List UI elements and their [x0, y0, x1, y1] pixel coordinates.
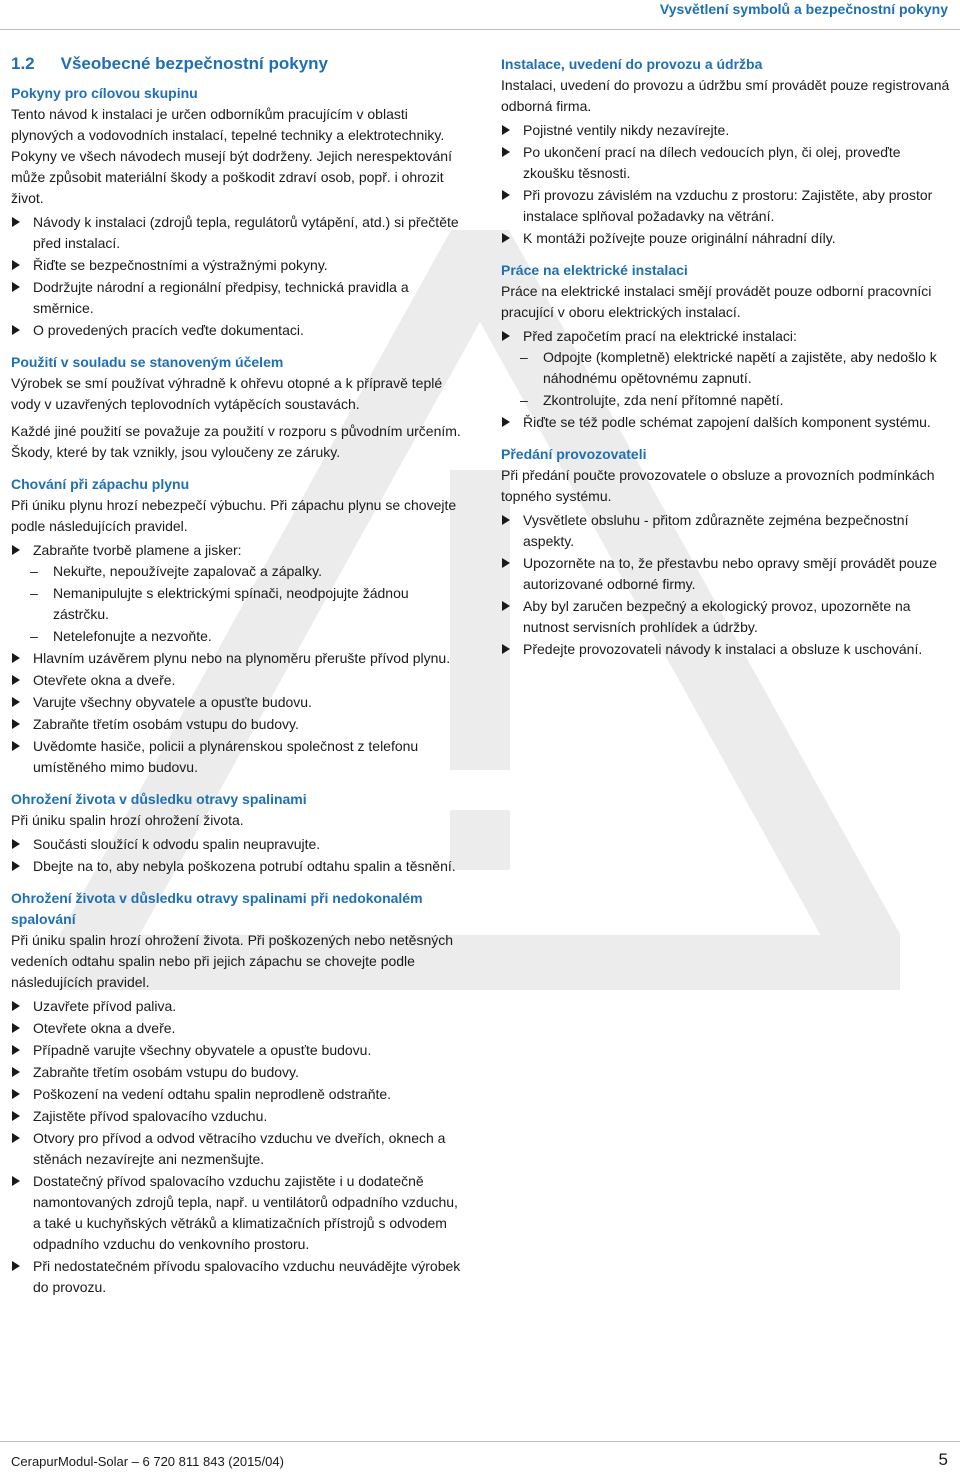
list-item: Hlavním uzávěrem plynu nebo na plynoměru přerušte přívod plynu.: [11, 648, 466, 669]
list-item: Vysvětlete obsluhu - přitom zdůrazněte zejména bezpečnostní aspekty.: [501, 510, 951, 552]
triangle-right-icon: [12, 1261, 20, 1271]
list-item: Zajistěte přívod spalovacího vzduchu.: [11, 1106, 466, 1127]
section-title: [11, 52, 466, 76]
list-item: Otevřete okna a dveře.: [11, 1018, 466, 1039]
list-item: Návody k instalaci (zdrojů tepla, regulátorů vytápění, atd.) si přečtěte před instalací.: [11, 212, 466, 254]
list-item: Při nedostatečném přívodu spalovacího vzduchu neuvádějte výrobek do provozu.: [11, 1256, 466, 1298]
triangle-right-icon: [12, 1111, 20, 1121]
block-heading: Pokyny pro cílovou skupinu: [11, 85, 198, 101]
list-item: Aby byl zaručen bezpečný a ekologický provoz, upozorněte na nutnost servisních prohlídek a údržby.: [501, 596, 951, 638]
list-item: Případně varujte všechny obyvatele a opusťte budovu.: [11, 1040, 466, 1061]
dash-list: [11, 561, 466, 647]
block-heading: Práce na elektrické instalaci: [501, 262, 688, 278]
list-item: Dbejte na to, aby nebyla poškozena potrubí odtahu spalin a těsnění.: [11, 856, 466, 877]
footer-divider: [0, 1441, 960, 1442]
running-header: Vysvětlení symbolů a bezpečnostní pokyny: [659, 1, 948, 17]
triangle-right-icon: [12, 741, 20, 751]
electrical-block: [501, 260, 951, 433]
triangle-right-icon: [12, 1045, 20, 1055]
triangle-right-icon: [502, 515, 510, 525]
list-item: Řiďte se bezpečnostními a výstražnými pokyny.: [11, 255, 466, 276]
bullet-list: [11, 540, 466, 778]
section-number: 1.2: [11, 54, 35, 73]
header-divider: [0, 29, 960, 30]
block-paragraph: Instalaci, uvedení do provozu a údržbu smí provádět pouze registrovaná odborná firma.: [501, 77, 950, 114]
triangle-right-icon: [12, 839, 20, 849]
gas-smell-block: [11, 474, 466, 778]
list-item: Řiďte se též podle schémat zapojení dalších komponent systému.: [501, 412, 951, 433]
target-group-block: [11, 83, 466, 341]
block-paragraph: Při úniku spalin hrozí ohrožení života. Při poškozených nebo netěsných vedeních odtahu spalin nebo při jejich zápachu se chovejte podle následujících pravidel.: [11, 932, 454, 990]
list-item: Dodržujte národní a regionální předpisy, technická pravidla a směrnice.: [11, 277, 466, 319]
list-item: Při provozu závislém na vzduchu z prostoru: Zajistěte, aby prostor instalace splňoval požadavky na větrání.: [501, 185, 951, 227]
triangle-right-icon: [12, 653, 20, 663]
list-item: Varujte všechny obyvatele a opusťte budovu.: [11, 692, 466, 713]
block-heading: Předání provozovateli: [501, 446, 647, 462]
block-paragraph: Každé jiné použití se považuje za použití v rozporu s původním určením. Škody, které by tak vznikly, jsou vyloučeny ze záruky.: [11, 423, 461, 460]
list-item: Uvědomte hasiče, policii a plynárenskou společnost z telefonu umístěného mimo budovu.: [11, 736, 466, 778]
triangle-right-icon: [502, 331, 510, 341]
dash-item: – Nekuřte, nepoužívejte zapalovač a zápalky.: [30, 563, 323, 579]
triangle-right-icon: [12, 697, 20, 707]
list-item: Otvory pro přívod a odvod větracího vzduchu ve dveřích, oknech a stěnách nezavírejte ani nezmenšujte.: [11, 1128, 466, 1170]
bullet-list: [11, 212, 466, 341]
triangle-right-icon: [502, 190, 510, 200]
list-item: Uzavřete přívod paliva.: [11, 996, 466, 1017]
block-heading: Instalace, uvedení do provozu a údržba: [501, 56, 763, 72]
bullet-list: [501, 326, 951, 433]
triangle-right-icon: [12, 282, 20, 292]
dash-item: – Netelefonujte a nezvoňte.: [30, 628, 212, 644]
page-number: 5: [938, 1450, 948, 1469]
list-item: Před započetím prací na elektrické instalaci: – Odpojte (kompletně) elektrické napětí a zajistěte, aby nedošlo k náhodnému opětovnému zapnutí. – Zkontrolujte, zda není přítomné napětí.: [501, 326, 951, 411]
triangle-right-icon: [12, 861, 20, 871]
block-paragraph: Tento návod k instalaci je určen odborníkům pracujícím v oblasti plynových a vodovodních instalací, tepelné techniky a elektrotechniky. Pokyny ve všech návodech musejí být dodrženy. Jejich nerespektování může způsobit materiální škody a poškodit zdraví osob, popř. i ohrozit život.: [11, 106, 452, 206]
section-heading: Všeobecné bezpečnostní pokyny: [60, 54, 328, 73]
list-item: Pojistné ventily nikdy nezavírejte.: [501, 120, 951, 141]
triangle-right-icon: [12, 325, 20, 335]
list-item: Předejte provozovateli návody k instalaci a obsluze k uschování.: [501, 639, 951, 660]
list-item: K montáži požívejte pouze originální náhradní díly.: [501, 228, 951, 249]
list-item: O provedených pracích veďte dokumentaci.: [11, 320, 466, 341]
left-column: [11, 52, 466, 1309]
intended-use-block: [11, 352, 466, 463]
bullet-list: [501, 510, 951, 660]
bullet-list: [11, 834, 466, 877]
list-item: Zabraňte třetím osobám vstupu do budovy.: [11, 714, 466, 735]
bullet-list: [11, 996, 466, 1298]
block-paragraph: Při předání poučte provozovatele o obsluze a provozních podmínkách topného systému.: [501, 467, 935, 504]
block-heading: Ohrožení života v důsledku otravy spalinami při nedokonalém spalování: [11, 890, 423, 927]
triangle-right-icon: [12, 545, 20, 555]
list-item: Součásti sloužící k odvodu spalin neupravujte.: [11, 834, 466, 855]
triangle-right-icon: [12, 675, 20, 685]
triangle-right-icon: [502, 417, 510, 427]
triangle-right-icon: [502, 233, 510, 243]
handover-block: [501, 444, 951, 660]
list-item: Otevřete okna a dveře.: [11, 670, 466, 691]
list-item: Poškození na vedení odtahu spalin neprodleně odstraňte.: [11, 1084, 466, 1105]
triangle-right-icon: [502, 147, 510, 157]
triangle-right-icon: [502, 644, 510, 654]
list-item: Dostatečný přívod spalovacího vzduchu zajistěte i u dodatečně namontovaných zdrojů tepla, např. u ventilátorů odpadního vzduchu, a také u kuchyňských větráků a klimatizačních přístrojů s odvodem odpadního vzduchu do venkovního prostoru.: [11, 1171, 466, 1255]
triangle-right-icon: [502, 558, 510, 568]
block-heading: Chování při zápachu plynu: [11, 476, 190, 492]
dash-item: – Zkontrolujte, zda není přítomné napětí.: [520, 392, 784, 408]
flue-gas-block: [11, 789, 466, 877]
dash-item: – Odpojte (kompletně) elektrické napětí a zajistěte, aby nedošlo k náhodnému opětovnému zapnutí.: [520, 349, 937, 386]
block-heading: Ohrožení života v důsledku otravy spalinami: [11, 791, 307, 807]
block-paragraph: Při úniku plynu hrozí nebezpečí výbuchu. Při zápachu plynu se chovejte podle následujících pravidel.: [11, 497, 457, 534]
list-item: Zabraňte tvorbě plamene a jisker: – Nekuřte, nepoužívejte zapalovač a zápalky. – Nemanipulujte s elektrickými spínači, neodpojujte žádnou zástrčku. – Netelefonujte a nezvoňte.: [11, 540, 466, 647]
dash-item: – Nemanipulujte s elektrickými spínači, neodpojujte žádnou zástrčku.: [30, 585, 409, 622]
triangle-right-icon: [12, 1067, 20, 1077]
triangle-right-icon: [12, 719, 20, 729]
list-item: Upozorněte na to, že přestavbu nebo opravy smějí provádět pouze autorizované odborné firmy.: [501, 553, 951, 595]
block-paragraph: Práce na elektrické instalaci smějí provádět pouze odborní pracovníci pracující v oboru elektrických instalací.: [501, 283, 932, 320]
bullet-list: [501, 120, 951, 249]
incomplete-combustion-block: [11, 888, 466, 1298]
triangle-right-icon: [12, 217, 20, 227]
right-column: [501, 54, 951, 671]
block-paragraph: Při úniku spalin hrozí ohrožení života.: [11, 812, 244, 828]
triangle-right-icon: [502, 125, 510, 135]
triangle-right-icon: [502, 601, 510, 611]
triangle-right-icon: [12, 1089, 20, 1099]
triangle-right-icon: [12, 1176, 20, 1186]
document-code: CerapurModul-Solar – 6 720 811 843 (2015/04): [11, 1454, 284, 1469]
block-paragraph: Výrobek se smí používat výhradně k ohřevu otopné a k přípravě teplé vody v uzavřených teplovodních vytápěcích soustavách.: [11, 375, 443, 412]
dash-list: [501, 347, 951, 411]
triangle-right-icon: [12, 1001, 20, 1011]
list-item: Po ukončení prací na dílech vedoucích plyn, či olej, proveďte zkoušku těsnosti.: [501, 142, 951, 184]
triangle-right-icon: [12, 1133, 20, 1143]
installation-block: [501, 54, 951, 249]
list-item: Zabraňte třetím osobám vstupu do budovy.: [11, 1062, 466, 1083]
block-heading: Použití v souladu se stanoveným účelem: [11, 354, 284, 370]
triangle-right-icon: [12, 1023, 20, 1033]
triangle-right-icon: [12, 260, 20, 270]
